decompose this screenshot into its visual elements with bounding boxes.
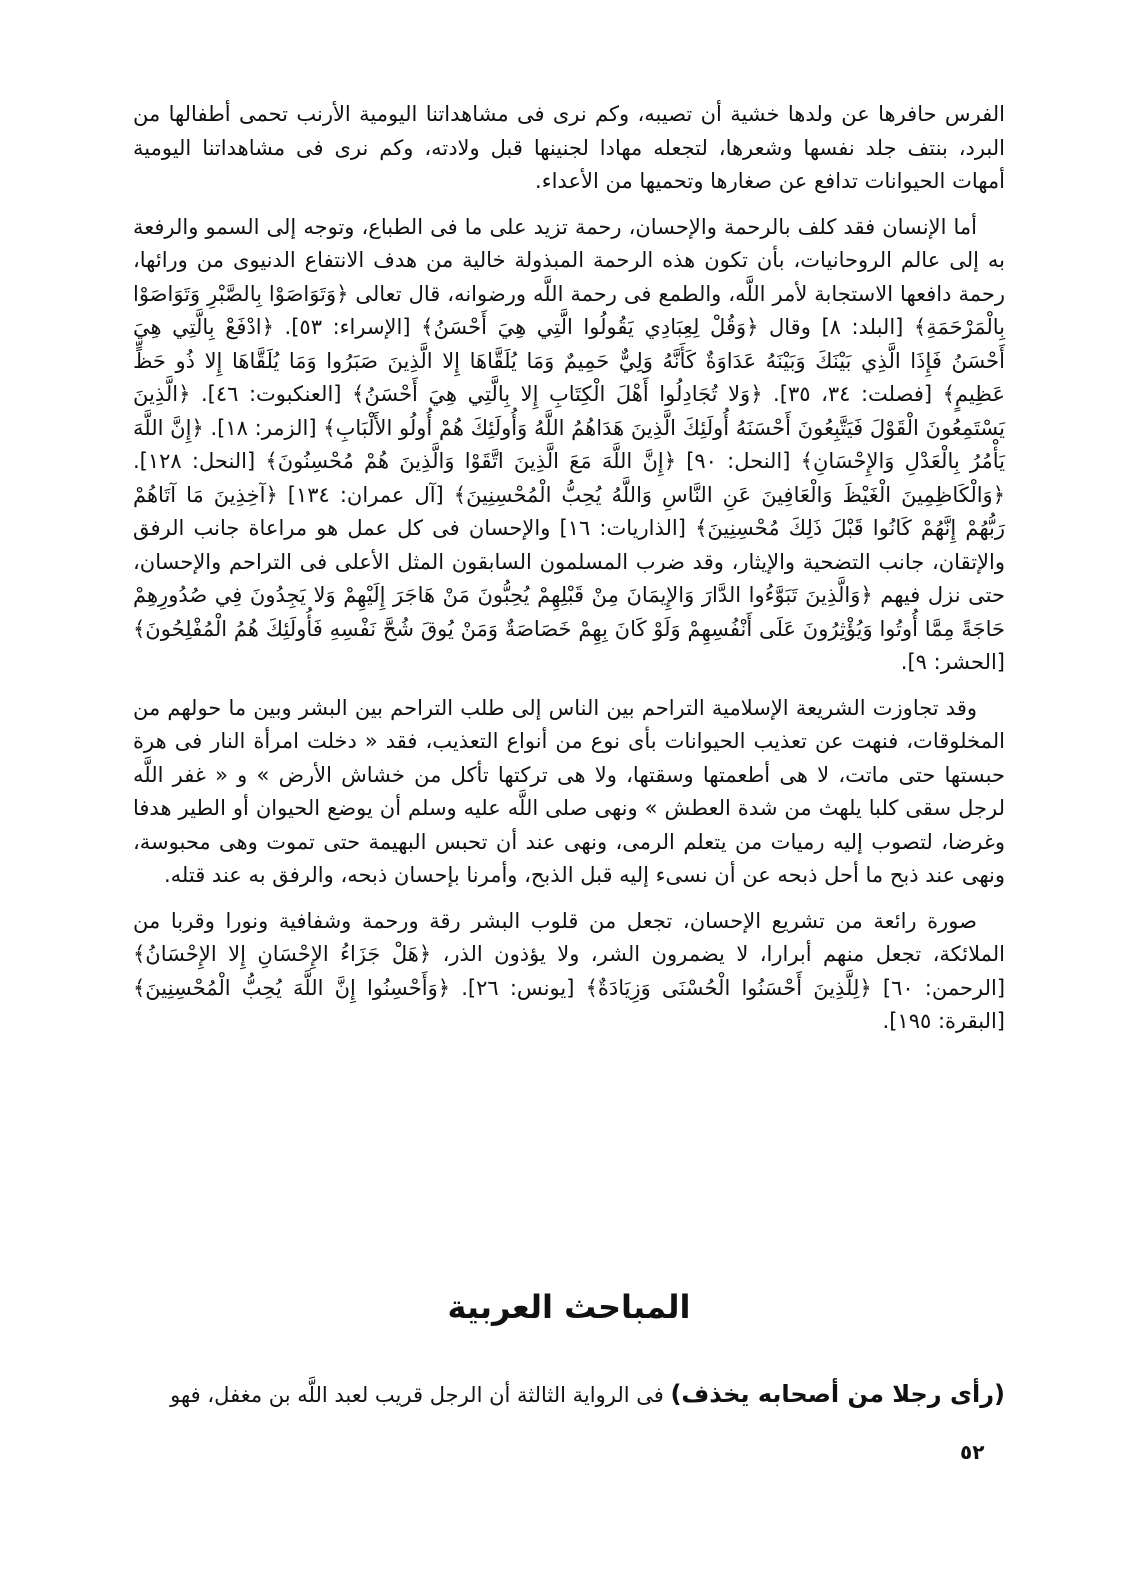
- page-number: ٥٢: [960, 1440, 985, 1464]
- body-text: [133, 98, 1005, 1051]
- intro-text: فى الرواية الثالثة أن الرجل قريب لعبد اللَّه بن مغفل، فهو: [170, 1383, 671, 1407]
- section-intro: [133, 1380, 1005, 1408]
- paragraph-3: وقد تجاوزت الشريعة الإسلامية التراحم بين الناس إلى طلب التراحم بين البشر وبين ما حولهم من المخلوقات، فنهت عن تعذيب الحيوانات بأى نوع من أنواع التعذيب، فقد « دخلت امرأة النار فى هرة حبستها حتى ماتت، لا هى أطعمتها وسقتها، ولا هى تركتها تأكل من خشاش الأرض » و « غفر اللَّه لرجل سقى كلبا يلهث من شدة العطش » ونهى صلى اللَّه عليه وسلم أن يوضع الحيوان أو الطير هدفا وغرضا، لتصوب إليه رميات من يتعلم الرمى، ونهى عند أن تحبس البهيمة حتى تموت وهى محبوسة، ونهى عند ذبح ما أحل ذبحه عن أن نسىء إليه قبل الذبح، وأمرنا بإحسان ذبحه، والرفق به عند قتله.: [133, 695, 1005, 887]
- section-heading: المباحث العربية: [447, 1288, 691, 1326]
- bold-phrase: (رأى رجلا من أصحابه يخذف): [670, 1380, 1005, 1408]
- paragraph-4: صورة رائعة من تشريع الإحسان، تجعل من قلوب البشر رقة ورحمة وشفافية ونورا وقربا من الملائكة، تجعل منهم أبرارا، لا يضمرون الشر، ولا يؤذون الذر، ﴿هَلْ جَزَاءُ الإِحْسَانِ إِلا الإِحْسَانُ﴾ [الرحمن: ٦٠] ﴿لِلَّذِينَ أَحْسَنُوا الْحُسْنَى وَزِيَادَةٌ﴾ [يونس: ٢٦]. ﴿وَأَحْسِنُوا إِنَّ اللَّهَ يُحِبُّ الْمُحْسِنِينَ﴾ [البقرة: ١٩٥].: [133, 908, 1006, 1033]
- paragraph-1: الفرس حافرها عن ولدها خشية أن تصيبه، وكم نرى فى مشاهداتنا اليومية الأرنب تحمى أطفالها من البرد، بنتف جلد نفسها وشعرها، لتجعله مهادا لجنينها قبل ولادته، وكم نرى فى مشاهداتنا اليومية أمهات الحيوانات تدافع عن صغارها وتحميها من الأعداء.: [133, 102, 1005, 193]
- paragraph-2: أما الإنسان فقد كلف بالرحمة والإحسان، رحمة تزيد على ما فى الطباع، وتوجه إلى السمو والرفعة به إلى عالم الروحانيات، بأن تكون هذه الرحمة المبذولة خالية من هدف الانتفاع الدنيوى من ورائها، رحمة دافعها الاستجابة لأمر اللَّه، والطمع فى رحمة اللَّه ورضوانه، قال تعالى ﴿وَتَوَاصَوْا بِالصَّبْرِ وَتَوَاصَوْا بِالْمَرْحَمَةِ﴾ [البلد: ٨] وقال ﴿وَقُلْ لِعِبَادِي يَقُولُوا الَّتِي هِيَ أَحْسَنُ﴾ [الإسراء: ٥٣]. ﴿ادْفَعْ بِالَّتِي هِيَ أَحْسَنُ فَإِذَا الَّذِي بَيْنَكَ وَبَيْنَهُ عَدَاوَةٌ كَأَنَّهُ وَلِيٌّ حَمِيمٌ وَمَا يُلَقَّاهَا إِلا الَّذِينَ صَبَرُوا وَمَا يُلَقَّاهَا إِلا ذُو حَظٍّ عَظِيمٍ﴾ [فصلت: ٣٤، ٣٥]. ﴿وَلا تُجَادِلُوا أَهْلَ الْكِتَابِ إِلا بِالَّتِي هِيَ أَحْسَنُ﴾ [العنكبوت: ٤٦]. ﴿الَّذِينَ يَسْتَمِعُونَ الْقَوْلَ فَيَتَّبِعُونَ أَحْسَنَهُ أُولَئِكَ الَّذِينَ هَدَاهُمُ اللَّهُ وَأُولَئِكَ هُمْ أُولُو الأَلْبَابِ﴾ [الزمر: ١٨]. ﴿إِنَّ اللَّهَ يَأْمُرُ بِالْعَدْلِ وَالإِحْسَانِ﴾ [النحل: ٩٠] ﴿إِنَّ اللَّهَ مَعَ الَّذِينَ اتَّقَوْا وَالَّذِينَ هُمْ مُحْسِنُونَ﴾ [النحل: ١٢٨]. ﴿وَالْكَاظِمِينَ الْغَيْظَ وَالْعَافِينَ عَنِ النَّاسِ وَاللَّهُ يُحِبُّ الْمُحْسِنِينَ﴾ [آل عمران: ١٣٤] ﴿آخِذِينَ مَا آتَاهُمْ رَبُّهُمْ إِنَّهُمْ كَانُوا قَبْلَ ذَلِكَ مُحْسِنِينَ﴾ [الذاريات: ١٦] والإحسان فى كل عمل هو مراعاة جانب الرفق والإتقان، جانب التضحية والإيثار، وقد ضرب المسلمون السابقون المثل الأعلى فى التراحم والإحسان، حتى نزل فيهم ﴿وَالَّذِينَ تَبَوَّءُوا الدَّارَ وَالإِيمَانَ مِنْ قَبْلِهِمْ يُحِبُّونَ مَنْ هَاجَرَ إِلَيْهِمْ وَلا يَجِدُونَ فِي صُدُورِهِمْ حَاجَةً مِمَّا أُوتُوا وَيُؤْثِرُونَ عَلَى أَنْفُسِهِمْ وَلَوْ كَانَ بِهِمْ خَصَاصَةٌ وَمَنْ يُوقَ شُحَّ نَفْسِهِ فَأُولَئِكَ هُمُ الْمُفْلِحُونَ﴾ [الحشر: ٩].: [133, 214, 1006, 674]
